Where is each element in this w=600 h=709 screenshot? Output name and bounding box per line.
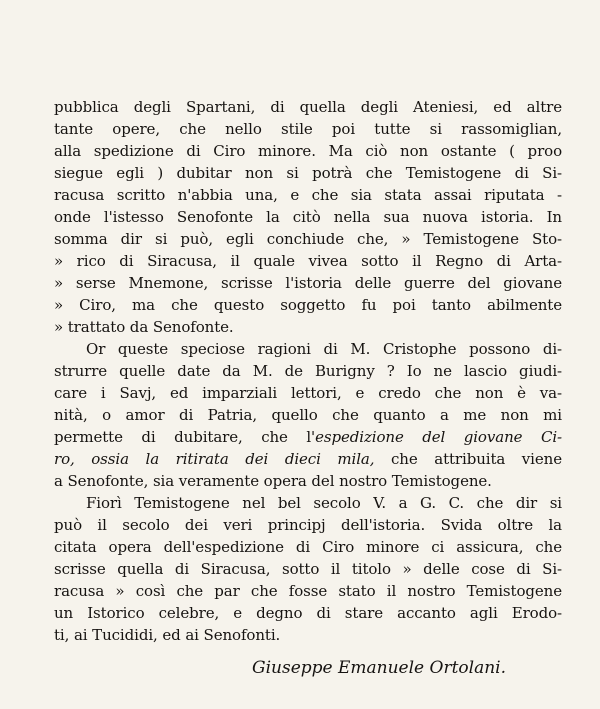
text-line: strurre quelle date da M. de Burigny ? Io ne lascio giudi- (54, 362, 562, 380)
text-line: racusa » così che par che fosse stato il nostro Temistogene (54, 582, 562, 600)
text-line: può il secolo dei veri principj dell'istoria. Svida oltre la (54, 516, 562, 534)
text-line: tante opere, che nello stile poi tutte si rassomiglian, (54, 120, 562, 138)
author-signature: Giuseppe Emanuele Ortolani. (252, 658, 506, 678)
text-line: ti, ai Tucididi, ed ai Senofonti. (54, 626, 281, 644)
text-line: Fiorì Temistogene nel bel secolo V. a G. C. che dir si (86, 494, 562, 512)
text-line: alla spedizione di Ciro minore. Ma ciò non ostante ( proo (54, 142, 562, 160)
italic-title-run: espedizione del giovane Ci- (315, 428, 562, 446)
text-line: care i Savj, ed imparziali lettori, e credo che non è va- (54, 384, 562, 402)
text-line: siegue egli ) dubitar non si potrà che Temistogene di Si- (54, 164, 562, 182)
text-line: racusa scritto n'abbia una, e che sia stata assai riputata - (54, 186, 562, 204)
text-line: » rico di Siracusa, il quale vivea sotto il Regno di Arta- (54, 252, 562, 270)
text-run: che attribuita viene (374, 450, 562, 468)
text-line: a Senofonte, sia veramente opera del nostro Temistogene. (54, 472, 492, 490)
text-line: nità, o amor di Patria, quello che quanto a me non mi (54, 406, 562, 424)
text-line: scrisse quella di Siracusa, sotto il titolo » delle cose di Si- (54, 560, 562, 578)
text-line: un Istorico celebre, e degno di stare accanto agli Erodo- (54, 604, 562, 622)
text-line: citata opera dell'espedizione di Ciro minore ci assicura, che (54, 538, 562, 556)
text-line: » serse Mnemone, scrisse l'istoria delle guerre del giovane (54, 274, 562, 292)
text-line: Or queste speciose ragioni di M. Cristophe possono di- (86, 340, 562, 358)
italic-title-run: ro, ossia la ritirata dei dieci mila, (54, 450, 375, 468)
text-line: somma dir si può, egli conchiude che, » Temistogene Sto- (54, 230, 562, 248)
text-line (54, 449, 562, 470)
text-run: permette di dubitare, che l' (54, 428, 316, 446)
text-line: » Ciro, ma che questo soggetto fu poi tanto abilmente (54, 296, 562, 314)
text-line: onde l'istesso Senofonte la citò nella sua nuova istoria. In (54, 208, 562, 226)
text-line: » trattato da Senofonte. (54, 318, 234, 336)
text-line: pubblica degli Spartani, di quella degli Ateniesi, ed altre (54, 98, 562, 116)
text-line (54, 427, 562, 448)
